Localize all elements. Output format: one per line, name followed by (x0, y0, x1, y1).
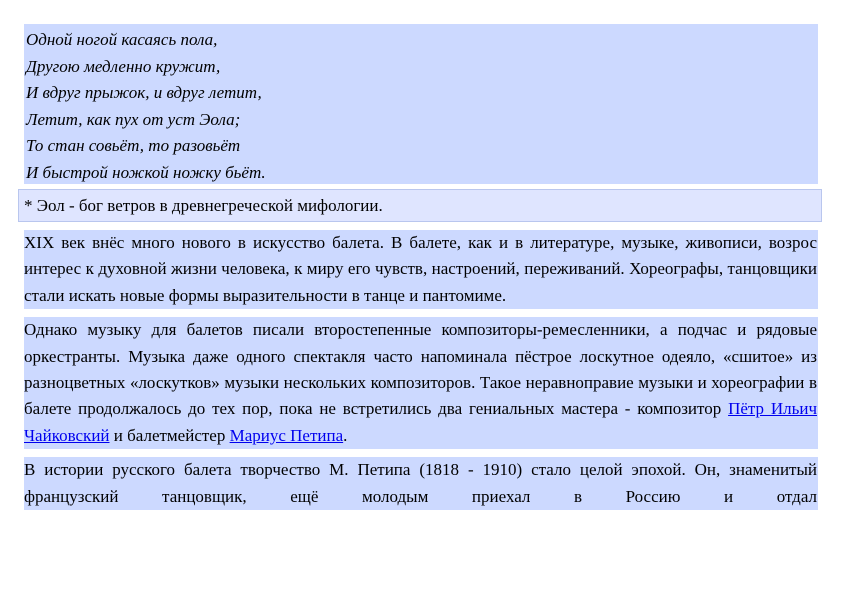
poem-line: То стан совьёт, то разовьёт (26, 136, 241, 155)
paragraph-2-text: и балетмейстер (109, 425, 230, 445)
poem-line: И быстрой ножкой ножку бьёт. (26, 162, 266, 182)
footnote: * Эол - бог ветров в древнегреческой мифологии. (18, 189, 822, 222)
tchaikovsky-link[interactable]: Пётр Ильич Чайковский (24, 399, 818, 445)
poem-line: Одной ногой касаясь пола, (26, 30, 218, 49)
poem-line: И вдруг прыжок, и вдруг летит, (26, 83, 262, 102)
paragraph-2 (24, 317, 818, 449)
paragraph-3: В истории русского балета творчество М. Петипа (1818 - 1910) стало целой эпохой. Он, знаменитый французский танцовщик, ещё молодым приехал в Россию и отдал (24, 457, 818, 510)
article-body (24, 230, 818, 510)
poem-line: Другою медленно кружит, (26, 56, 221, 76)
poem-line: Летит, как пух от уст Эола; (26, 109, 241, 129)
petipa-link[interactable]: Мариус Петипа (229, 425, 344, 445)
paragraph-1: XIX век внёс много нового в искусство балета. В балете, как и в литературе, музыке, живописи, возрос интерес к духовной жизни человека, к миру его чувств, настроений, переживаний. Хореографы, танцовщики стали искать новые формы выразительности в танце и пантомиме. (24, 230, 818, 309)
paragraph-2-text: Однако музыку для балетов писали второстепенные композиторы-ремесленники, а подчас и рядовые оркестранты. Музыка даже одного спектакля часто напоминала пёстрое лоскутное одеяло, «сшитое» из разноцветных «лоскутков» музыки нескольких композиторов. Такое неравноправие музыки и хореографии в балете продолжалось до тех пор, пока не встретились два гениальных мастера - композитор (24, 320, 817, 419)
poem-block (24, 24, 818, 184)
paragraph-2-text: . (343, 425, 348, 445)
